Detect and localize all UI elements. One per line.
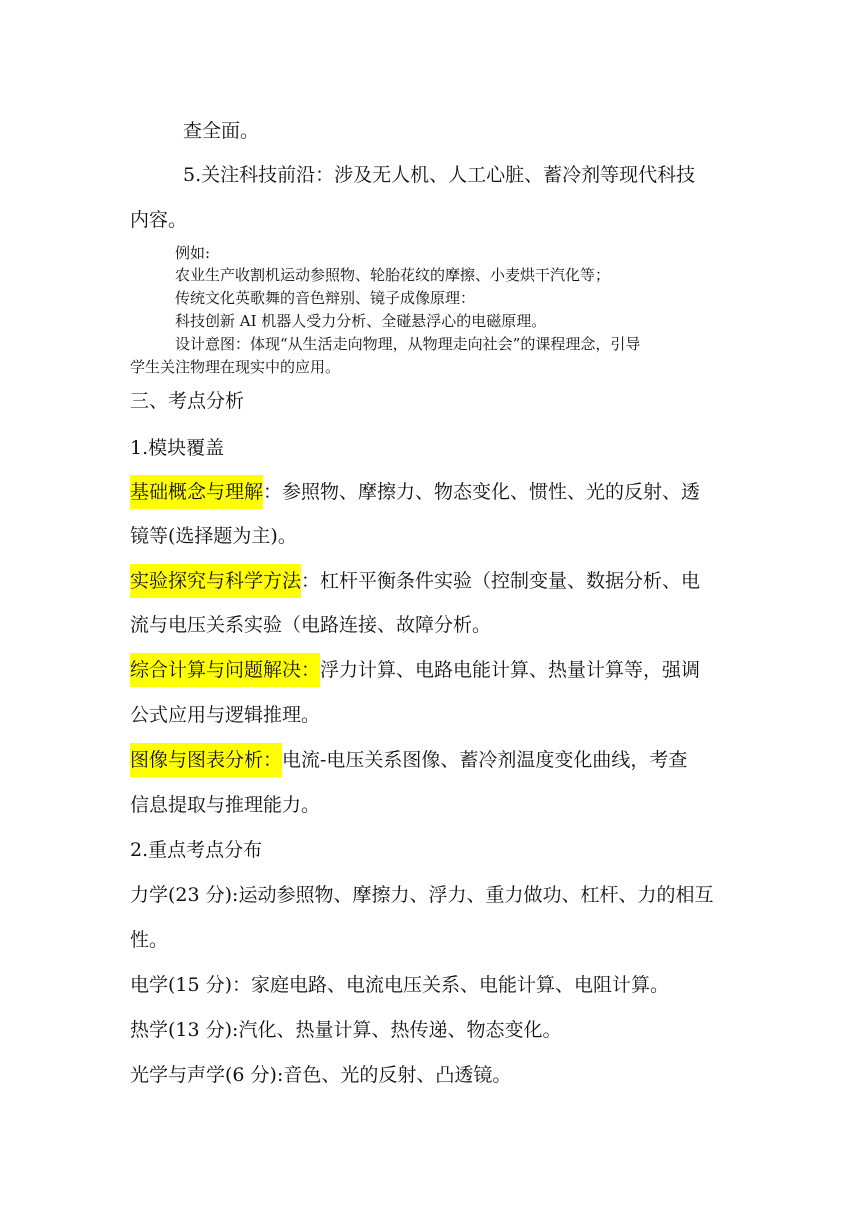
entry-text-continued: 公式应用与逻辑推理。 (130, 704, 321, 726)
design-intent: 设计意图：体现“从生活走向物理，从物理走向社会”的课程理念，引导 (175, 335, 641, 353)
highlighted-label: 实验探究与科学方法 (130, 564, 301, 598)
module-entry (130, 655, 700, 682)
mechanics-line-continued: 性。 (130, 929, 169, 951)
entry-text-continued: 镜等(选择题为主)。 (130, 525, 297, 547)
example-item: 农业生产收割机运动参照物、轮胎花纹的摩擦、小麦烘干汽化等； (175, 266, 611, 284)
electricity-line: 电学(15 分)：家庭电路、电流电压关系、电能计算、电阻计算。 (130, 974, 670, 996)
entry-text: 浮力计算、电路电能计算、热量计算等，强调 (320, 659, 701, 681)
example-item: 传统文化英歌舞的音色辩别、镜子成像原理： (175, 289, 476, 307)
entry-text: 电流-电压关系图像、蓄冷剂温度变化曲线，考查 (282, 749, 688, 771)
mechanics-line: 力学(23 分):运动参照物、摩擦力、浮力、重力做功、杠杆、力的相互 (130, 884, 714, 906)
entry-text: ：参照物、摩擦力、物态变化、惯性、光的反射、透 (263, 481, 701, 503)
module-entry (130, 477, 700, 504)
highlighted-label: 综合计算与问题解决： (130, 653, 320, 687)
highlighted-label: 图像与图表分析： (130, 743, 282, 777)
subsection-title: 2.重点考点分布 (130, 839, 263, 861)
design-intent-continued: 学生关注物理在现实中的应用。 (130, 358, 341, 376)
point-5-line: 5.关注科技前沿：涉及无人机、人工心脏、蓄冷剂等现代科技 (183, 164, 696, 186)
entry-text: ：杠杆平衡条件实验（控制变量、数据分析、电 (301, 570, 701, 592)
module-entry (130, 566, 700, 593)
entry-text-continued: 信息提取与推理能力。 (130, 794, 321, 816)
module-entry (130, 745, 687, 772)
example-item: 科技创新 AI 机器人受力分析、全碰悬浮心的电磁原理。 (175, 312, 547, 330)
section-title: 三、考点分析 (130, 390, 245, 412)
optics-line: 光学与声学(6 分):音色、光的反射、凸透镜。 (130, 1064, 512, 1086)
highlighted-label: 基础概念与理解 (130, 475, 263, 509)
subsection-title: 1.模块覆盖 (130, 437, 225, 459)
intro-line: 查全面。 (183, 120, 260, 142)
entry-text-continued: 流与电压关系实验（电路连接、故障分析。 (130, 614, 492, 636)
example-label: 例如: (175, 244, 211, 262)
heat-line: 热学(13 分):汽化、热量计算、热传递、物态变化。 (130, 1019, 562, 1041)
point-5-line-continued: 内容。 (130, 209, 188, 231)
